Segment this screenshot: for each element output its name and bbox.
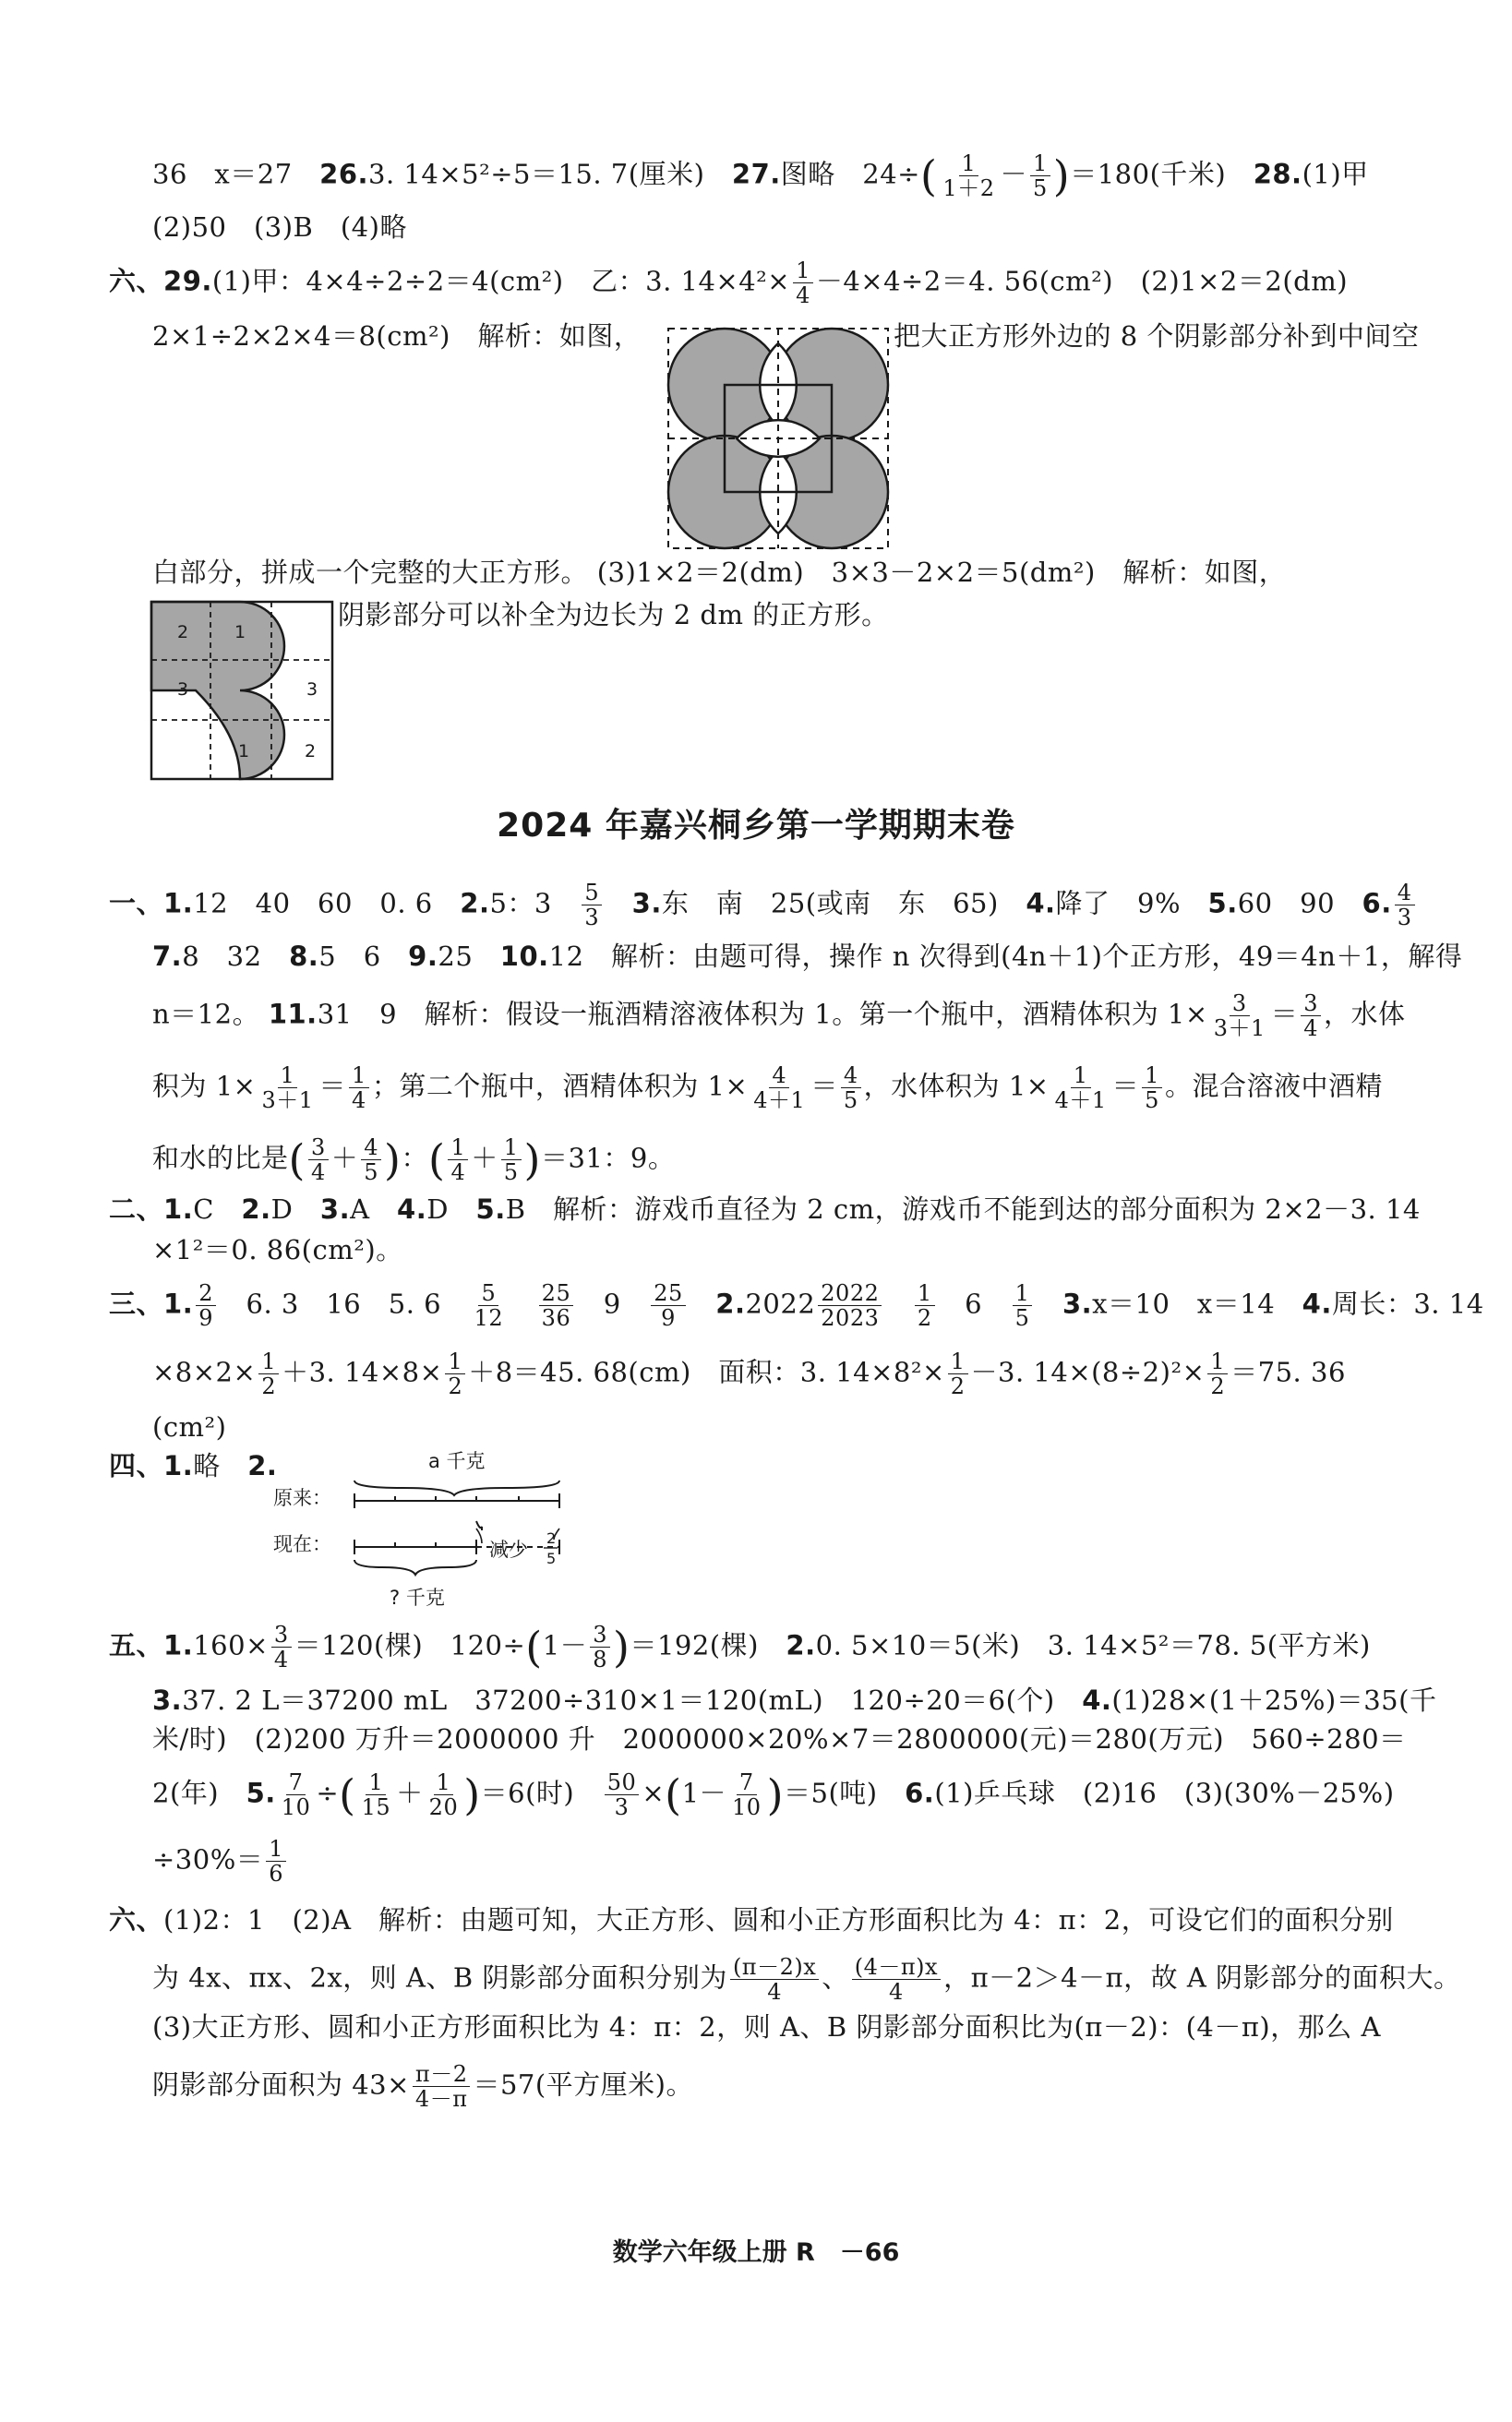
- q28-number: 28.: [1253, 158, 1302, 190]
- text: ＝31：9。: [541, 1142, 676, 1174]
- numerator: 5: [582, 881, 602, 905]
- q-number: 5.: [475, 1193, 506, 1225]
- numerator: 1: [1142, 1063, 1162, 1088]
- text: 1－: [542, 1629, 588, 1661]
- text: 36 x＝27: [152, 158, 320, 190]
- text: ＝: [318, 1070, 347, 1102]
- numerator: 3: [590, 1623, 610, 1648]
- text: ＝192(棵): [630, 1629, 786, 1661]
- s2-line-2: ×1²＝0. 86(cm²)。: [152, 1234, 403, 1265]
- denominator: 3: [584, 905, 600, 930]
- q-number: 1.: [163, 1193, 194, 1225]
- q-number: 3.: [631, 887, 662, 919]
- numerator: 1: [366, 1770, 386, 1795]
- text: 1－: [681, 1777, 727, 1809]
- fraction: [750, 1063, 808, 1112]
- text: ×: [642, 1777, 666, 1809]
- four-circles-figure: [657, 318, 899, 559]
- q-number: 4.: [1302, 1288, 1332, 1320]
- text: 31 9 解析：假设一瓶酒精溶液体积为 1。第一个瓶中，酒精体积为 1×: [317, 998, 1208, 1030]
- text: 、: [822, 1961, 849, 1994]
- text: 图略 24÷: [780, 158, 920, 190]
- text: 5 6: [318, 941, 409, 972]
- q-number: 3.: [1062, 1288, 1093, 1320]
- denominator: 4: [450, 1159, 466, 1185]
- fraction: [1395, 881, 1415, 929]
- denominator: 4＋1: [1054, 1087, 1107, 1113]
- q-number: 5.: [246, 1777, 276, 1809]
- text: ＋: [396, 1777, 424, 1809]
- s6-line-4: [152, 2062, 693, 2111]
- numerator: 1: [959, 151, 979, 176]
- numerator: 1: [434, 1770, 454, 1795]
- text: ＝120(棵) 120÷: [294, 1629, 526, 1661]
- section-label: 二、: [109, 1193, 164, 1225]
- q-number: 2.: [786, 1629, 816, 1661]
- s6-line-3: (3)大正方形、圆和小正方形面积比为 4：π：2，则 A、B 阴影部分面积比为(π－2)：(4－π)，那么 A: [152, 2011, 1381, 2043]
- text: (1)甲：4×4÷2÷2＝4(cm²) 乙：3. 14×4²×: [211, 265, 791, 297]
- denominator: 2: [950, 1373, 966, 1399]
- text: 略: [193, 1450, 248, 1481]
- text: C: [193, 1193, 242, 1225]
- numerator: 3: [1301, 991, 1321, 1016]
- q-number: 2.: [241, 1193, 271, 1225]
- numerator: 25: [651, 1281, 686, 1306]
- line-top-4a: 2×1÷2×2×4＝8(cm²) 解析：如图，: [152, 320, 642, 352]
- q-number: 6.: [1362, 887, 1392, 919]
- q-number: 9.: [408, 941, 438, 972]
- section-label: 六、: [109, 1904, 164, 1936]
- fraction: [793, 258, 813, 307]
- denominator: 5: [503, 1159, 519, 1185]
- fraction: [258, 1063, 316, 1112]
- numerator: 2022: [818, 1281, 882, 1306]
- numerator: 1: [793, 258, 813, 283]
- denominator: 5: [1032, 175, 1048, 201]
- denominator: 10: [732, 1794, 762, 1820]
- text: ＝: [1111, 1070, 1140, 1102]
- s5-line-2: [152, 1682, 1436, 1719]
- denominator: 3: [1397, 905, 1412, 930]
- label-3: 3: [177, 679, 189, 700]
- text: 12 解析：由题可得，操作 n 次得到(4n＋1)个正方形，49＝4n＋1，解得: [548, 941, 1463, 972]
- q-number: 1.: [163, 1450, 194, 1481]
- text: 0. 5×10＝5(米) 3. 14×5²＝78. 5(平方米): [815, 1629, 1371, 1661]
- s1-line-5: 和水的比是( $\frac{3}{4}$ ＋ $\frac{4}{5}$ )：( $\frac{1}{4}$ ＋ $\frac{1}{5}$ )＝31：9。: [152, 1134, 676, 1185]
- numerator: 1: [278, 1063, 298, 1088]
- denominator: 2: [448, 1373, 463, 1399]
- denominator: 20: [428, 1794, 459, 1820]
- text: ；第二个瓶中，酒精体积为 1×: [371, 1070, 749, 1102]
- numerator: 3: [1230, 991, 1250, 1016]
- text: ＋3. 14×8×: [282, 1356, 443, 1388]
- s6-line-2: [152, 1955, 1460, 2004]
- denominator: 3＋1: [261, 1087, 314, 1113]
- denominator: 4: [1303, 1015, 1319, 1041]
- numerator: 50: [605, 1770, 640, 1795]
- q-number: 6.: [905, 1777, 935, 1809]
- text: B 解析：游戏币直径为 2 cm，游戏币不能到达的部分面积为 2×2－3. 14: [505, 1193, 1421, 1225]
- text: ，π－2＞4－π，故 A 阴影部分的面积大。: [943, 1961, 1461, 1994]
- numerator: (4－π)x: [852, 1955, 941, 1980]
- q-number: 1.: [163, 887, 194, 919]
- numerator: 1: [1207, 1349, 1228, 1374]
- numerator: (π－2)x: [730, 1955, 819, 1980]
- s1-line-2: [152, 938, 1462, 975]
- numerator: 1: [948, 1349, 968, 1374]
- text: －3. 14×(8÷2)²×: [970, 1356, 1206, 1388]
- text: ＝180(千米): [1070, 158, 1254, 190]
- denominator: 2: [1210, 1373, 1226, 1399]
- text: 6. 3 16 5. 6: [246, 1288, 442, 1320]
- line-top-1: 36 x＝27 26.3. 14×5²÷5＝15. 7(厘米) 27.图略 24÷( $\frac{1}{1+2}$ － $\frac{1}{5}$ )＝180(千米) 28.(1)甲: [152, 150, 1369, 201]
- line-top-4b: 把大正方形外边的 8 个阴影部分补到中间空: [894, 320, 1420, 352]
- q-number: 11.: [268, 998, 318, 1030]
- q-number: 4.: [1026, 887, 1056, 919]
- numerator: π－2: [413, 2062, 471, 2087]
- s3-line-3: (cm²): [152, 1411, 227, 1443]
- numerator: 1: [1013, 1281, 1033, 1306]
- fraction: [1142, 1063, 1162, 1112]
- fraction: [1052, 1063, 1110, 1112]
- denominator: 4: [310, 1159, 326, 1185]
- text: A: [350, 1193, 398, 1225]
- numerator: 1: [349, 1063, 369, 1088]
- label-2b: 2: [305, 741, 317, 761]
- s6-line-1: [109, 1901, 1394, 1938]
- reduce-frac-num: 2: [546, 1529, 557, 1547]
- reduce-frac-den: 5: [546, 1550, 557, 1567]
- q-number: 2.: [247, 1450, 278, 1481]
- denominator: 2: [261, 1373, 277, 1399]
- text: 5：3: [489, 887, 580, 919]
- q-number: 3.: [152, 1685, 183, 1716]
- numerator: 4: [841, 1063, 861, 1088]
- denominator: 6: [269, 1861, 284, 1887]
- numerator: 1: [266, 1837, 286, 1862]
- numerator: 5: [478, 1281, 498, 1306]
- shaded-square-figure: [150, 600, 336, 781]
- fraction: [1301, 991, 1321, 1040]
- text: 积为 1×: [152, 1070, 257, 1102]
- text: ×8×2×: [152, 1356, 257, 1388]
- line-segment-diagram: [273, 1447, 587, 1613]
- denominator: 4: [352, 1087, 366, 1113]
- numerator: 4: [1395, 881, 1415, 905]
- text: 3. 14×5²÷5＝15. 7(厘米): [368, 158, 732, 190]
- text: ，水体: [1324, 998, 1406, 1030]
- q-number: 2.: [460, 887, 490, 919]
- text: 为 4x、πx、2x，则 A、B 阴影部分面积分别为: [152, 1961, 727, 1994]
- label-now: 现在：: [273, 1533, 331, 1555]
- denominator: 5: [1014, 1305, 1030, 1331]
- q26-number: 26.: [319, 158, 369, 190]
- text: 。混合溶液中酒精: [1164, 1070, 1383, 1102]
- label-total: a 千克: [428, 1450, 486, 1472]
- numerator: 2: [196, 1281, 216, 1306]
- denominator: 9: [661, 1305, 676, 1331]
- q-number: 8.: [289, 941, 319, 972]
- text: ＝: [1270, 998, 1299, 1030]
- q-number: 1.: [163, 1288, 194, 1320]
- denominator: 36: [541, 1305, 571, 1331]
- numerator: 1: [501, 1135, 522, 1160]
- text: (1)甲: [1302, 158, 1369, 190]
- denominator: 9: [198, 1305, 213, 1331]
- text: ＋8＝45. 68(cm) 面积：3. 14×8²×: [468, 1356, 945, 1388]
- denominator: 4＋1: [753, 1087, 806, 1113]
- text: 6: [965, 1288, 983, 1320]
- label-remaining: ? 千克: [390, 1587, 445, 1609]
- numerator: 3: [271, 1623, 292, 1648]
- text: 12 40 60 0. 6: [193, 887, 461, 919]
- brace-top: [354, 1481, 559, 1495]
- label-1b: 1: [238, 741, 250, 761]
- shaded-region: [151, 602, 284, 779]
- text: ÷: [316, 1777, 340, 1809]
- brace-bottom: [354, 1560, 476, 1575]
- text: x＝10 x＝14: [1092, 1288, 1302, 1320]
- text: ＝57(平方厘米)。: [473, 2068, 693, 2101]
- line-top-5: 白部分，拼成一个完整的大正方形。 (3)1×2＝2(dm) 3×3－2×2＝5(dm²) 解析：如图，: [152, 557, 1287, 588]
- text: 2022: [745, 1288, 816, 1320]
- text: 和水的比是: [152, 1142, 289, 1174]
- s3-line-1: [109, 1281, 1484, 1330]
- q-number: 2.: [715, 1288, 746, 1320]
- s2-line-1: [109, 1191, 1421, 1228]
- s1-line-3: [152, 991, 1406, 1040]
- section-label: 一、: [109, 887, 164, 919]
- label-original: 原来：: [273, 1487, 331, 1509]
- numerator: 1: [1071, 1063, 1091, 1088]
- q-number: 7.: [152, 941, 183, 972]
- numerator: 3: [308, 1135, 329, 1160]
- paren-open: (: [919, 150, 938, 201]
- numerator: 1: [1030, 151, 1050, 176]
- numerator: 7: [737, 1770, 757, 1795]
- text: －4×4÷2＝4. 56(cm²) (2)1×2＝2(dm): [815, 265, 1349, 297]
- denominator: 1＋2: [942, 175, 995, 201]
- denominator: 4: [767, 1979, 782, 2005]
- numerator: 1: [448, 1135, 468, 1160]
- text: 37. 2 L＝37200 mL 37200÷310×1＝120(mL) 120÷20＝6(个): [182, 1685, 1083, 1716]
- q27-number: 27.: [731, 158, 781, 190]
- label-2: 2: [177, 622, 189, 642]
- denominator: 5: [1145, 1087, 1159, 1113]
- s1-line-1: [109, 881, 1418, 929]
- text: 25: [438, 941, 500, 972]
- label-3b: 3: [306, 679, 318, 700]
- paren-close: ): [1052, 150, 1071, 201]
- line-top-2: (2)50 (3)B (4)略: [152, 211, 407, 243]
- denominator: 3: [614, 1794, 630, 1820]
- text: D: [426, 1193, 476, 1225]
- q29-number: 29.: [163, 265, 212, 297]
- text: 阴影部分面积为 43×: [152, 2068, 410, 2101]
- label-reduce: 减少: [489, 1539, 528, 1561]
- line-top-6: 阴影部分可以补全为边长为 2 dm 的正方形。: [338, 599, 889, 630]
- text: ＝: [810, 1070, 838, 1102]
- numerator: 4: [361, 1135, 381, 1160]
- q-number: 4.: [1082, 1685, 1112, 1716]
- s5-line-1: 五、1.160× $\frac{3}{4}$ ＝120(棵) 120÷(1－ $\frac{3}{8}$ )＝192(棵) 2.0. 5×10＝5(米) 3. 14×5²＝78. 5(平方米): [109, 1622, 1371, 1673]
- label-1: 1: [234, 622, 246, 642]
- s3-line-2: [152, 1349, 1346, 1398]
- section-label: 四、: [109, 1450, 164, 1481]
- line-top-3: [109, 258, 1348, 307]
- fraction: [1030, 151, 1050, 200]
- denominator: 2: [917, 1305, 932, 1331]
- section-label: 三、: [109, 1288, 164, 1320]
- text: 8 32: [182, 941, 290, 972]
- text: ＝6(时): [480, 1777, 602, 1809]
- q-number: 3.: [319, 1193, 351, 1225]
- s1-line-4: [152, 1063, 1383, 1112]
- page-footer: 数学六年级上册 R －66: [612, 2238, 900, 2267]
- denominator: 4－π: [414, 2086, 468, 2112]
- text: 60 90: [1237, 887, 1362, 919]
- exam-title: 2024 年嘉兴桐乡第一学期期末卷: [497, 807, 1015, 845]
- denominator: 12: [474, 1305, 504, 1331]
- denominator: 15: [361, 1794, 391, 1820]
- denominator: 4: [273, 1647, 289, 1673]
- text: 东 南 25(或南 东 65): [661, 887, 1026, 919]
- numerator: 7: [286, 1770, 306, 1795]
- s4-line-1: [109, 1447, 277, 1484]
- denominator: 10: [281, 1794, 311, 1820]
- q-number: 10.: [499, 941, 549, 972]
- text: 2(年): [152, 1777, 246, 1809]
- numerator: 25: [539, 1281, 574, 1306]
- fraction: [582, 881, 602, 929]
- fraction: [1211, 991, 1268, 1040]
- fraction: [940, 151, 997, 200]
- text: n＝12。: [152, 998, 269, 1030]
- text: ：: [401, 1142, 429, 1174]
- numerator: 1: [915, 1281, 935, 1306]
- s5-line-3: 米/时) (2)200 万升＝2000000 升 2000000×20%×7＝2800000(元)＝280(万元) 560÷280＝: [152, 1723, 1407, 1755]
- denominator: 4: [889, 1979, 904, 2005]
- text: ，水体积为 1×: [863, 1070, 1050, 1102]
- fraction: [349, 1063, 369, 1112]
- section-label: 六、: [109, 265, 164, 297]
- section-label: 五、: [109, 1629, 164, 1661]
- text: ＝5(吨): [784, 1777, 906, 1809]
- text: D: [270, 1193, 320, 1225]
- text: ÷30%＝: [152, 1843, 264, 1876]
- denominator: 3＋1: [1213, 1015, 1266, 1041]
- denominator: 2023: [821, 1305, 880, 1331]
- text: (1)2：1 (2)A 解析：由题可知，大正方形、圆和小正方形面积比为 4：π：2，可设它们的面积分别: [163, 1904, 1394, 1936]
- q-number: 5.: [1207, 887, 1238, 919]
- q-number: 1.: [163, 1629, 194, 1661]
- denominator: 8: [593, 1647, 607, 1673]
- text: 降了 9%: [1055, 887, 1208, 919]
- denominator: 5: [843, 1087, 858, 1113]
- numerator: 1: [258, 1349, 279, 1374]
- text: 160×: [193, 1629, 269, 1661]
- numerator: 4: [769, 1063, 789, 1088]
- text: (1)乒乓球 (2)16 (3)(30%－25%): [934, 1777, 1395, 1809]
- text: ＝75. 36: [1230, 1356, 1346, 1388]
- text: 9: [603, 1288, 621, 1320]
- text: 周长：3. 14: [1331, 1288, 1484, 1320]
- q-number: 4.: [397, 1193, 427, 1225]
- text: (1)28×(1＋25%)＝35(千: [1111, 1685, 1437, 1716]
- s5-line-5: [152, 1837, 289, 1886]
- s5-line-4: 2(年) 5. $\frac{7}{10}$ ÷( $\frac{1}{15}$ ＋ $\frac{1}{20}$ )＝6(时) $\frac{50}{3}$ ×(1－ $\frac{7}{10}$ )＝5(吨) 6.(1)乒乓球 (2)16 (3)(30%－25%): [152, 1769, 1395, 1820]
- fraction: [841, 1063, 861, 1112]
- numerator: 1: [445, 1349, 465, 1374]
- denominator: 4: [796, 282, 810, 308]
- denominator: 5: [364, 1159, 379, 1185]
